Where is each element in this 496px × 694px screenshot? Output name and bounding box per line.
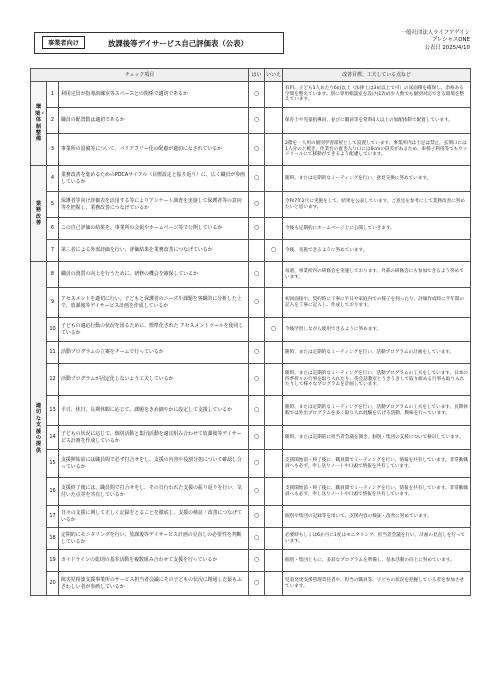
- yes-mark: ○: [249, 506, 265, 528]
- category-label: 業務改善: [35, 200, 42, 226]
- row-number: 1: [47, 82, 59, 108]
- check-item-text: 利用定員が指導訓練室等スペースとの関係で適切であるか: [59, 82, 249, 108]
- yes-mark: ○: [249, 396, 265, 426]
- organization-block: [401, 30, 470, 52]
- check-item-text: 支援終了後には、職員間で打合せをし、その日行われた支援の振り返りを行い、気付いた点等を共有しているか: [59, 478, 249, 506]
- table-row: [31, 426, 471, 450]
- row-number: 16: [47, 478, 59, 506]
- improvement-note: 毎週、事業所内の研修会を実施しております。外部の研修会にも参加できるよう努めています。: [283, 262, 471, 288]
- row-number: 3: [47, 134, 59, 166]
- document-header: [30, 28, 470, 68]
- improvement-note: 2階を一人用の個別学習部屋として設置しています。事業所内は土足は禁止。玄関口には1人分の上履き、作業台の置き入り口には6cmの段差があるため、車椅子利用等でもウッドリールにて移動ができるよう配慮しています。: [283, 134, 471, 166]
- check-item-text: 職員の資質の向上を行うために、研修の機会を確保しているか: [59, 262, 249, 288]
- check-item-text: 保護者等向け評価表を活用する等によりアンケート調査を実施して保護者等の意向等を把握し、業務改善につなげているか: [59, 192, 249, 218]
- no-mark: [265, 218, 283, 240]
- yes-mark: ○: [249, 364, 265, 396]
- table-row: [31, 478, 471, 506]
- no-mark: ○: [265, 240, 283, 262]
- improvement-note: 個別・集団ともに、多彩なプログラムを準備し、基本活動の向上に努めています。: [283, 550, 471, 572]
- yes-mark: ○: [249, 550, 265, 572]
- no-mark: [265, 108, 283, 134]
- row-number: 15: [47, 450, 59, 478]
- no-mark: [265, 478, 283, 506]
- table-row: [31, 218, 471, 240]
- improvement-note: 今後、実施できるように努めています。: [283, 240, 471, 262]
- table-row: [31, 134, 471, 166]
- col-header-no: いいえ: [265, 69, 283, 82]
- yes-mark: ○: [249, 450, 265, 478]
- row-number: 2: [47, 108, 59, 134]
- no-mark: [265, 262, 283, 288]
- table-row: [31, 166, 471, 192]
- no-mark: [265, 506, 283, 528]
- check-item-text: 子どもの状況に応じて、個別活動と集団活動を適宜組み合わせて放課後等デイサービス計画を作成しているか: [59, 426, 249, 450]
- table-row: [31, 396, 471, 426]
- improvement-note: 随時、または定期的なミーティングを行い、意見交換に努めています。: [283, 166, 471, 192]
- category-label: 環境・体制整備: [35, 104, 46, 143]
- category-cell: [31, 262, 47, 596]
- row-number: 9: [47, 288, 59, 318]
- no-mark: [265, 192, 283, 218]
- no-mark: [265, 288, 283, 318]
- yes-mark: ○: [249, 288, 265, 318]
- no-mark: ○: [265, 318, 283, 342]
- improvement-note: 今後も定期的にホームページ上に公開していきます。: [283, 218, 471, 240]
- table-row: [31, 240, 471, 262]
- improvement-note: 随時、または定期的に担当者会議を開き、個別・集団の支援について検討しています。: [283, 426, 471, 450]
- row-number: 6: [47, 218, 59, 240]
- improvement-note: 随時、または定期的なミーティングを行い、活動プログラムの工夫をしています。日本の四季折々の行事を取り入れたり、英会話教室とうきうきして取り組める行事も取り入れたりして様々なプログラムを計画しています。: [283, 364, 471, 396]
- no-mark: [265, 134, 283, 166]
- document-title: 放課後等デイサービス自己評価表（公表）: [108, 39, 248, 48]
- table-row: [31, 192, 471, 218]
- publish-date: 公表日 2025/4/10: [424, 44, 470, 51]
- table-row: [31, 572, 471, 596]
- table-row: [31, 506, 471, 528]
- yes-mark: ○: [249, 166, 265, 192]
- improvement-note: 随時、または定期的なミーティングを行い、活動プログラムの工夫をしています。長期休暇では外出プログラムを多く取り入れ経験を広げる活動、興味を行っています。: [283, 396, 471, 426]
- row-number: 11: [47, 342, 59, 364]
- no-mark: [265, 166, 283, 192]
- check-item-text: この自己評価の結果を、事業所の会報やホームページ等で公開しているか: [59, 218, 249, 240]
- improvement-note: 児童発達支援管理責任者や、担当の職員等、子どもの状況を把握している者を参加させています。: [283, 572, 471, 596]
- row-number: 7: [47, 240, 59, 262]
- no-mark: [265, 82, 283, 108]
- row-number: 4: [47, 166, 59, 192]
- col-header-check-item: チェック項目: [31, 69, 249, 82]
- improvement-note: 初回面接や、契約時に丁寧に半日や家庭内での様子を伺ったり、評価作成時に半年間の記入を丁寧に記入し、作成しております。: [283, 288, 471, 318]
- category-label: 適切な支援の提供: [35, 402, 42, 454]
- check-item-text: ガイドラインの総則の基本活動を複数組み合わせて支援を行っているか: [59, 550, 249, 572]
- no-mark: [265, 426, 283, 450]
- check-item-text: 第三者による外部評価を行い、評価結果を業務改善につなげているか: [59, 240, 249, 262]
- improvement-note: 個別や集団の記録等を用いて、支援内容の検証・改善に努めています。: [283, 506, 471, 528]
- check-item-text: 定期的にモニタリングを行い、放課後等デイサービス計画の見直しの必要性を判断しているか: [59, 528, 249, 550]
- table-row: [31, 318, 471, 342]
- check-item-text: 事業所の設備等について、バリアフリー化の配慮が適切になされているか: [59, 134, 249, 166]
- yes-mark: ○: [249, 426, 265, 450]
- yes-mark: ○: [249, 572, 265, 596]
- row-number: 8: [47, 262, 59, 288]
- table-row: [31, 262, 471, 288]
- check-item-text: 障害児相談支援事業所のサービス担当者会議にその子どもの状況に精通した最もふさわしい者が参画しているか: [59, 572, 249, 596]
- improvement-note: 保育士や児童指導員、並びに職員等を常時4人以上の加配体制で配置しています。: [283, 108, 471, 134]
- no-mark: [265, 450, 283, 478]
- yes-mark: ○: [249, 108, 265, 134]
- table-row: [31, 550, 471, 572]
- table-row: [31, 528, 471, 550]
- yes-mark: ○: [249, 528, 265, 550]
- yes-mark: ○: [249, 134, 265, 166]
- category-cell: [31, 166, 47, 262]
- no-mark: [265, 550, 283, 572]
- table-row: [31, 450, 471, 478]
- check-item-text: 子どもの適応行動の状況を図るために、標準化された アセスメントツールを使用しているか: [59, 318, 249, 342]
- yes-mark: ○: [249, 342, 265, 364]
- org-line-2: プレシャスONE: [431, 37, 470, 44]
- row-number: 10: [47, 318, 59, 342]
- improvement-note: 有料。子ども1人あたり6㎡以上（法律上は3㎡以上で可）の床面積を確保し、余裕ある空間を整えています。別に専用相談室を設け(17㎡)少人数でも個別対応できる環境を整えています。: [283, 82, 471, 108]
- check-item-text: 平日、休日、長期休暇に応じて、課題をきめ細やかに設定して支援しているか: [59, 396, 249, 426]
- check-item-text: 支援開始前には職員間で必ず打合せをし、支援の内容や役割分担について確認し合っているか: [59, 450, 249, 478]
- org-line-1: 一般社団法人ライフアゲイン: [400, 30, 470, 36]
- no-mark: [265, 396, 283, 426]
- improvement-note: 必要時もしくは6か月に1度はモニタリング、担当者会議を行い、計画の見直しを行っています。: [283, 528, 471, 550]
- no-mark: [265, 528, 283, 550]
- yes-mark: ○: [249, 82, 265, 108]
- row-number: 19: [47, 550, 59, 572]
- check-item-text: 活動プログラムが固定化しないよう工夫しているか: [59, 364, 249, 396]
- table-row: [31, 108, 471, 134]
- improvement-note: 支援開始前・終了後に、職員間でミーティングを行い、情報を共有しています。非常勤職員へも必ず、申し送りノートや口頭で情報を共有しています。: [283, 478, 471, 506]
- check-item-text: アセスメントを適切に行い、子どもと保護者のニーズや課題を客観的に分析した上で、放課後等デイサービス計画を作成しているか: [59, 288, 249, 318]
- improvement-note: 随時、または定期的なミーティングを行い、活動プログラムの計画をしています。: [283, 342, 471, 364]
- no-mark: [265, 342, 283, 364]
- check-item-text: 日々の支援に関して正しく記録をとることを徹底し、支援の検証・改善につなげているか: [59, 506, 249, 528]
- check-item-text: 活動プログラムの立案をチームで行っているか: [59, 342, 249, 364]
- audience-tag: 事業者向け: [42, 36, 85, 49]
- table-header-row: [31, 69, 471, 82]
- row-number: 13: [47, 396, 59, 426]
- yes-mark: ○: [249, 262, 265, 288]
- evaluation-table: [30, 68, 471, 596]
- improvement-note: 支援開始前・終了後に、職員間でミーティングを行い、情報を共有しています。非常勤職員へも必ず、申し送りノートや口頭で情報を共有しています。: [283, 450, 471, 478]
- yes-mark: ○: [249, 478, 265, 506]
- no-mark: [265, 364, 283, 396]
- evaluation-sheet: [30, 28, 470, 596]
- table-row: [31, 364, 471, 396]
- table-row: [31, 342, 471, 364]
- row-number: 12: [47, 364, 59, 396]
- row-number: 18: [47, 528, 59, 550]
- check-item-text: 業務改善を進めるためのPDCAサイクル（目標設定と振り返り）に、広く職員が参画しているか: [59, 166, 249, 192]
- improvement-note: 今後学習しながら使用できるように努めます。: [283, 318, 471, 342]
- row-number: 14: [47, 426, 59, 450]
- yes-mark: [249, 318, 265, 342]
- yes-mark: ○: [249, 192, 265, 218]
- col-header-notes: 改善目標、工夫している点など: [283, 69, 471, 82]
- row-number: 5: [47, 192, 59, 218]
- table-row: [31, 288, 471, 318]
- row-number: 20: [47, 572, 59, 596]
- yes-mark: ○: [249, 218, 265, 240]
- yes-mark: [249, 240, 265, 262]
- category-cell: [31, 82, 47, 166]
- improvement-note: 令和7年2月に実施をして、結果を公表しています。ご意見を参考にして業務改善に努めたいと思います。: [283, 192, 471, 218]
- check-item-text: 職員の配置数は適切であるか: [59, 108, 249, 134]
- row-number: 17: [47, 506, 59, 528]
- col-header-yes: はい: [249, 69, 265, 82]
- no-mark: [265, 572, 283, 596]
- table-row: [31, 82, 471, 108]
